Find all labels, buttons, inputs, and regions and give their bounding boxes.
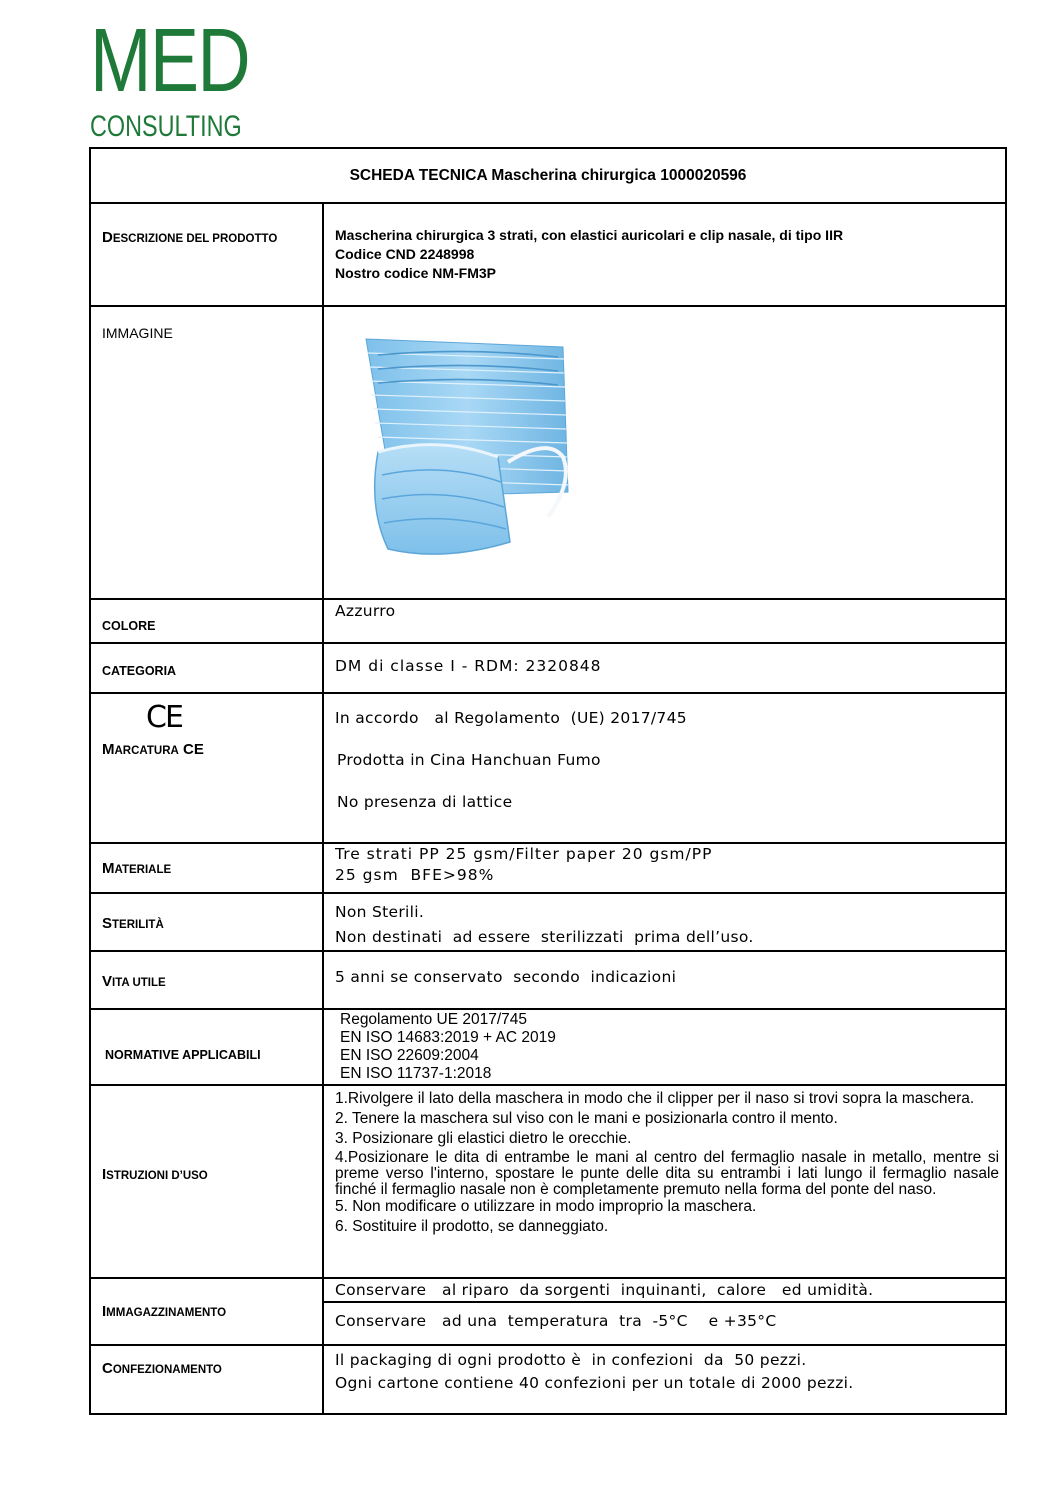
row-normative (90, 1009, 1006, 1085)
row-colore (90, 599, 1006, 643)
sheet-title: SCHEDA TECNICA Mascherina chirurgica 1000020596 (90, 148, 1006, 203)
value-categoria: DM di classe I - RDM: 2320848 (323, 643, 1006, 693)
surgical-mask-image (348, 317, 588, 587)
label-materiale: MATERIALE (90, 843, 323, 893)
row-immagazzinamento-a (90, 1278, 1006, 1302)
descrizione-line: Codice CND 2248998 (335, 246, 475, 262)
instruction-step: 4.Posizionare le dita di entrambe le mani al centro del fermaglio nasale in metallo, mentre si preme verso l'interno, spostare le punte delle dita su entrambi i lati lungo il fermaglio nasale finché il fermaglio nasale non è completamente premuto nella forma del ponte del naso. (335, 1149, 1000, 1198)
label-cap: D (102, 229, 113, 246)
label-sterilita: STERILITÀ (90, 893, 323, 951)
value-istruzioni (323, 1085, 1006, 1278)
value-sterilita: Non Sterili. Non destinati ad essere sterilizzati prima dell’uso. (323, 893, 1006, 951)
label-rest: ESCRIZIONE DEL PRODOTTO (112, 233, 278, 245)
technical-sheet-table (89, 147, 1007, 1415)
product-image-cell (323, 306, 1006, 599)
label-categoria: CATEGORIA (90, 643, 323, 693)
value-marcatura: In accordo al Regolamento (UE) 2017/745 Prodotta in Cina Hanchuan Fumo No presenza di lattice (323, 693, 1006, 843)
instruction-step: 2. Tenere la maschera sul viso con le mani e posizionarla contro il mento. (335, 1110, 838, 1127)
value-materiale: Tre strati PP 25 gsm/Filter paper 20 gsm/PP 25 gsm BFE>98% (323, 843, 1006, 893)
instruction-step: 1.Rivolgere il lato della maschera in modo che il clipper per il naso si trovi sopra la maschera. (335, 1090, 975, 1107)
label-confezionamento: CONFEZIONAMENTO (90, 1345, 323, 1414)
label-descrizione (90, 203, 323, 306)
value-vita-utile: 5 anni se conservato secondo indicazioni (323, 951, 1006, 1009)
title-row (90, 148, 1006, 203)
label-marcatura: CE MARCATURA CE (90, 693, 323, 843)
instruction-step: 3. Posizionare gli elastici dietro le orecchie. (335, 1130, 632, 1147)
value-descrizione (323, 203, 1006, 306)
row-descrizione (90, 203, 1006, 306)
row-confezionamento (90, 1345, 1006, 1414)
label-vita-utile: VITA UTILE (90, 951, 323, 1009)
logo-main-text: MED (90, 11, 250, 111)
value-immagazzinamento-1: Conservare al riparo da sorgenti inquinanti, calore ed umidità. (323, 1278, 1006, 1302)
value-immagazzinamento-2: Conservare ad una temperatura tra -5°C e +35°C (323, 1302, 1006, 1345)
row-istruzioni (90, 1085, 1006, 1278)
label-istruzioni: ISTRUZIONI D’USO (90, 1085, 323, 1278)
row-sterilita (90, 893, 1006, 951)
label-normative: NORMATIVE APPLICABILI (90, 1009, 323, 1085)
value-colore: Azzurro (323, 599, 1006, 643)
label-immagine: IMMAGINE (90, 306, 323, 599)
descrizione-line: Mascherina chirurgica 3 strati, con elastici auricolari e clip nasale, di tipo IIR (335, 227, 844, 243)
value-confezionamento: Il packaging di ogni prodotto è in confezioni da 50 pezzi. Ogni cartone contiene 40 confezioni per un totale di 2000 pezzi. (323, 1345, 1006, 1414)
logo-sub-text: CONSULTING (90, 110, 242, 143)
label-colore: COLORE (90, 599, 323, 643)
descrizione-line: Nostro codice NM-FM3P (335, 265, 497, 281)
row-categoria (90, 643, 1006, 693)
value-normative: Regolamento UE 2017/745 EN ISO 14683:2019 + AC 2019 EN ISO 22609:2004 EN ISO 11737-1:2018 (323, 1009, 1006, 1085)
ce-mark-icon: CE (146, 700, 182, 735)
instruction-step: 6. Sostituire il prodotto, se danneggiato. (335, 1218, 609, 1235)
row-marcatura (90, 693, 1006, 843)
label-immagazzinamento: IMMAGAZZINAMENTO (90, 1278, 323, 1345)
row-vita-utile (90, 951, 1006, 1009)
row-immagine (90, 306, 1006, 599)
instruction-step: 5. Non modificare o utilizzare in modo improprio la maschera. (335, 1198, 757, 1215)
row-materiale (90, 843, 1006, 893)
